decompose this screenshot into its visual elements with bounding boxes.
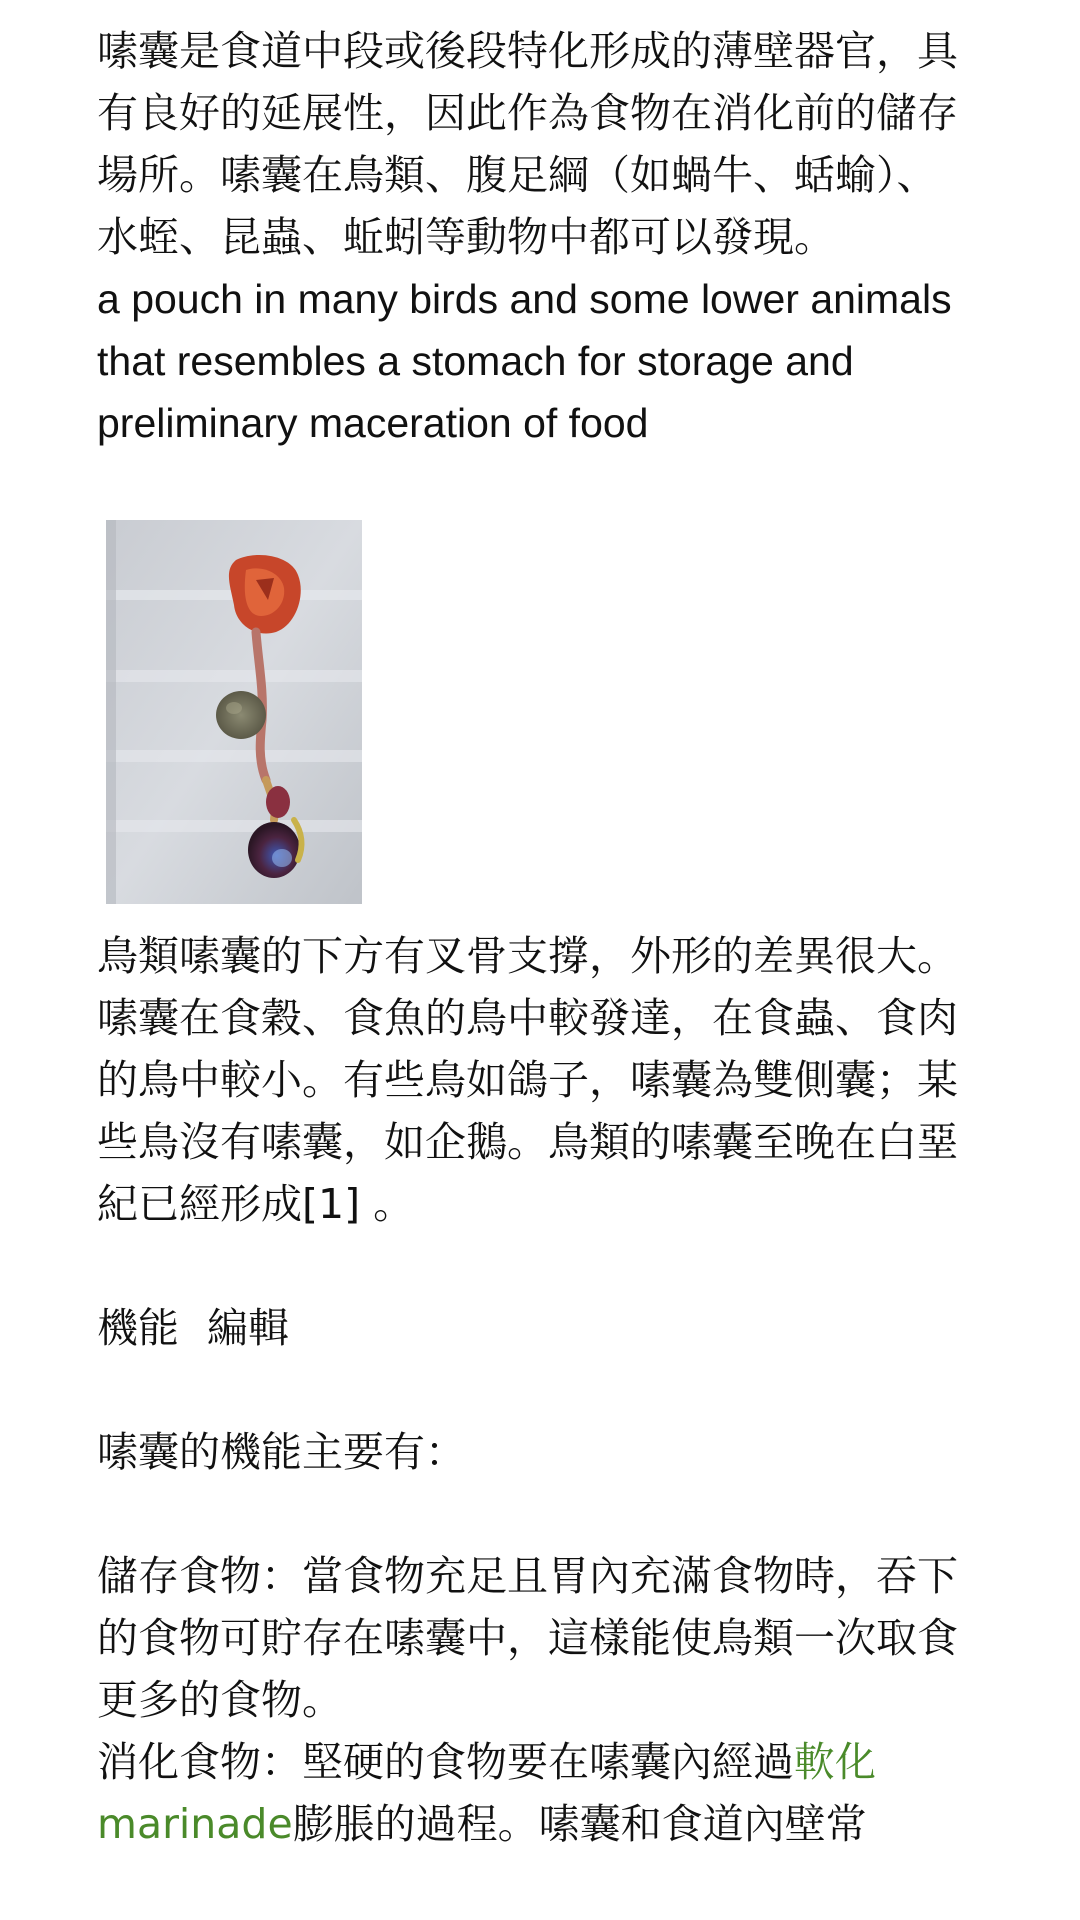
spacer xyxy=(97,454,959,516)
intro-paragraph-en: a pouch in many birds and some lower animals that resembles a stomach for storage and preliminary maceration of food xyxy=(97,276,952,446)
function-digest-suffix: 膨脹的過程。嗉囊和食道內壁常 xyxy=(292,1800,867,1848)
section-heading xyxy=(97,1297,959,1359)
birds-crop-paragraph: 鳥類嗉囊的下方有叉骨支撐，外形的差異很大。嗉囊在食穀、食魚的鳥中較發達，在食蟲、食肉的鳥中較小。有些鳥如鴿子，嗉囊為雙側囊；某些鳥沒有嗉囊，如企鵝。鳥類的嗉囊至晚在白堊紀已經形成[1] 。 xyxy=(97,932,958,1228)
crop-dissection-photo[interactable] xyxy=(106,520,362,904)
spacer xyxy=(97,1235,959,1297)
function-digest xyxy=(97,1731,959,1855)
functions-intro: 嗉囊的機能主要有： xyxy=(97,1428,466,1476)
function-storage: 儲存食物：當食物充足且胃內充滿食物時，吞下的食物可貯存在嗉囊中，這樣能使鳥類一次取食更多的食物。 xyxy=(97,1552,958,1724)
marinade-link[interactable]: 軟化marinade xyxy=(97,1738,876,1848)
intro-paragraph-zh: 嗉囊是食道中段或後段特化形成的薄壁器官，具有良好的延展性，因此作為食物在消化前的儲存場所。嗉囊在鳥類、腹足綱（如蝸牛、蛞蝓）、水蛭、昆蟲、蚯蚓等動物中都可以發現。 xyxy=(97,27,958,261)
section-heading-title: 機能 xyxy=(97,1304,179,1352)
section-edit-link[interactable]: 編輯 xyxy=(207,1304,289,1352)
article-body xyxy=(97,20,959,1855)
spacer xyxy=(97,1483,959,1545)
function-digest-prefix: 消化食物：堅硬的食物要在嗉囊內經過 xyxy=(97,1738,794,1786)
figure xyxy=(97,520,959,925)
spacer xyxy=(97,1359,959,1421)
